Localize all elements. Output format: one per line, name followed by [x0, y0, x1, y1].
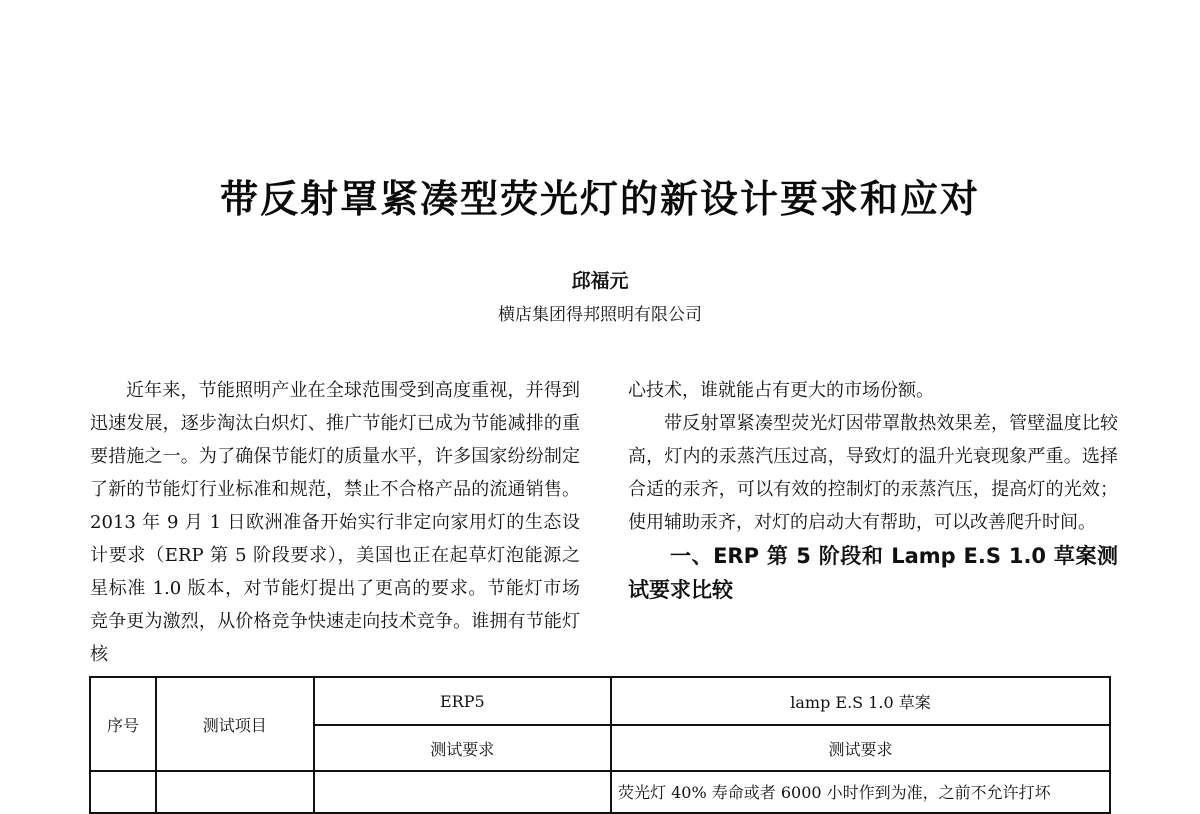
left-column [90, 374, 580, 671]
subheader-erp5-requirement: 测试要求 [314, 725, 611, 771]
header-lamp-es: lamp E.S 1.0 草案 [611, 677, 1110, 725]
right-column [628, 374, 1118, 607]
table-header-row [90, 677, 1110, 725]
header-erp5: ERP5 [314, 677, 611, 725]
reflector-paragraph: 带反射罩紧凑型荧光灯因带罩散热效果差，管壁温度比较高，灯内的汞蒸汽压过高，导致灯的温升光衰现象严重。选择合适的汞齐，可以有效的控制灯的汞蒸汽压，提高灯的光效；使用辅助汞齐，对灯的启动大有帮助，可以改善爬升时间。 [628, 413, 1118, 533]
table-cell [156, 771, 314, 813]
table-cell [611, 771, 1110, 813]
subheader-lamp-requirement: 测试要求 [611, 725, 1110, 771]
table-cell [90, 771, 156, 813]
table-row [90, 771, 1110, 813]
article-title: 带反射罩紧凑型荧光灯的新设计要求和应对 [219, 177, 980, 221]
continued-paragraph: 心技术，谁就能占有更大的市场份额。 [628, 380, 934, 401]
section-heading: 一、ERP 第 5 阶段和 Lamp E.S 1.0 草案测试要求比较 [628, 544, 1118, 602]
header-no: 序号 [90, 677, 156, 771]
comparison-table [89, 676, 1111, 814]
intro-paragraph: 近年来，节能照明产业在全球范围受到高度重视，并得到迅速发展，逐步淘汰白炽灯、推广节能灯已成为节能减排的重要措施之一。为了确保节能灯的质量水平，许多国家纷纷制定了新的节能灯行业标准和规范，禁止不合格产品的流通销售。2013 年 9 月 1 日欧洲准备开始实行非定向家用灯的生态设计要求（ERP 第 5 阶段要求），美国也正在起草灯泡能源之星标准 1.0 版本，对节能灯提出了更高的要求。节能灯市场竞争更为激烈，从价格竞争快速走向技术竞争。谁拥有节能灯核 [90, 380, 580, 665]
table-cell [314, 771, 611, 813]
header-test-item: 测试项目 [156, 677, 314, 771]
author-affiliation: 横店集团得邦照明有限公司 [498, 305, 702, 325]
partial-row-text: 荧光灯 40% 寿命或者 6000 小时作到为准，之前不允许打坏 [618, 783, 1051, 802]
author-name: 邱福元 [571, 270, 629, 292]
